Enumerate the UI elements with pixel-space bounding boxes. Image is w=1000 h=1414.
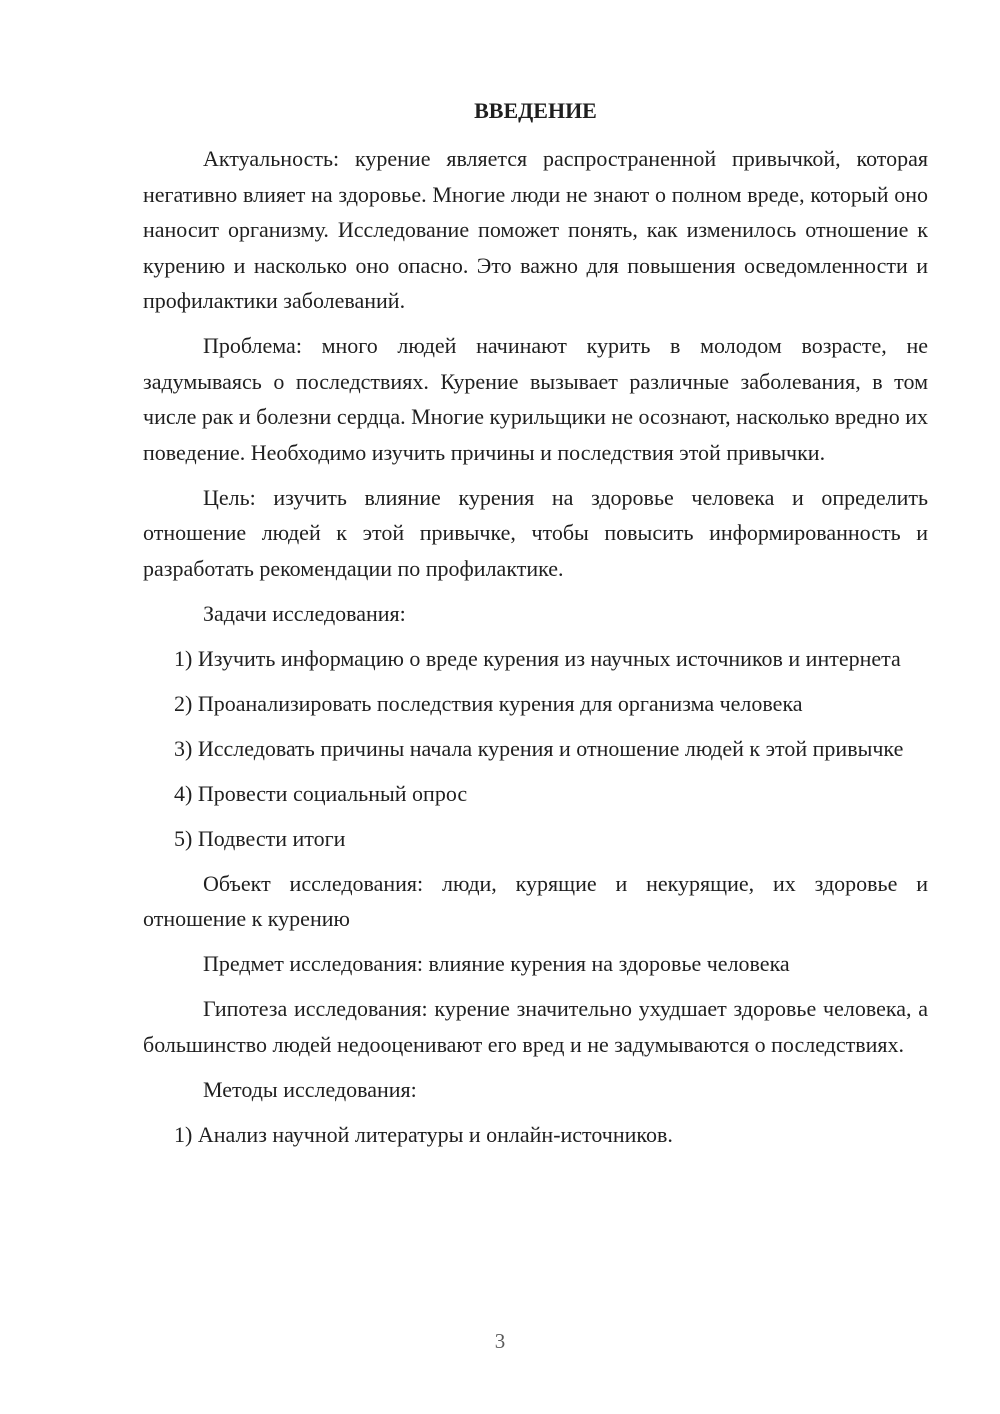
task-item: 5) Подвести итоги	[174, 825, 346, 851]
task-item: 4) Провести социальный опрос	[174, 780, 468, 806]
methods-title: Методы исследования:	[203, 1076, 417, 1102]
task-item: 3) Исследовать причины начала курения и отношение людей к этой привычке	[174, 735, 904, 761]
problem-paragraph: Проблема: много людей начинают курить в молодом возрасте, не задумываясь о последствиях. Курение вызывает различные заболевания, в том числе рак и болезни сердца. Многие курильщики не осознают, насколько вредно их поведение. Необходимо изучить причины и последствия этой привычки.	[143, 333, 928, 465]
tasks-title: Задачи исследования:	[203, 600, 406, 626]
task-item: 2) Проанализировать последствия курения для организма человека	[174, 690, 803, 716]
research-object-paragraph: Объект исследования: люди, курящие и некурящие, их здоровье и отношение к курению	[143, 870, 928, 931]
task-item: 1) Изучить информацию о вреде курения из научных источников и интернета	[174, 645, 901, 671]
goal-paragraph: Цель: изучить влияние курения на здоровье человека и определить отношение людей к этой привычке, чтобы повысить информированность и разработать рекомендации по профилактике.	[143, 484, 928, 581]
research-subject-paragraph: Предмет исследования: влияние курения на здоровье человека	[203, 951, 790, 976]
hypothesis-paragraph: Гипотеза исследования: курение значительно ухудшает здоровье человека, а большинство людей недооценивают его вред и не задумываются о последствиях.	[143, 996, 928, 1057]
document-body	[143, 141, 928, 1162]
page-number: 3	[494, 1329, 506, 1353]
document-heading: ВВЕДЕНИЕ	[474, 98, 597, 123]
method-item: 1) Анализ научной литературы и онлайн-источников.	[174, 1121, 673, 1147]
relevance-paragraph: Актуальность: курение является распространенной привычкой, которая негативно влияет на здоровье. Многие люди не знают о полном вреде, который оно наносит организму. Исследование поможет понять, как изменилось отношение к курению и насколько оно опасно. Это важно для повышения осведомленности и профилактики заболеваний.	[143, 146, 928, 313]
